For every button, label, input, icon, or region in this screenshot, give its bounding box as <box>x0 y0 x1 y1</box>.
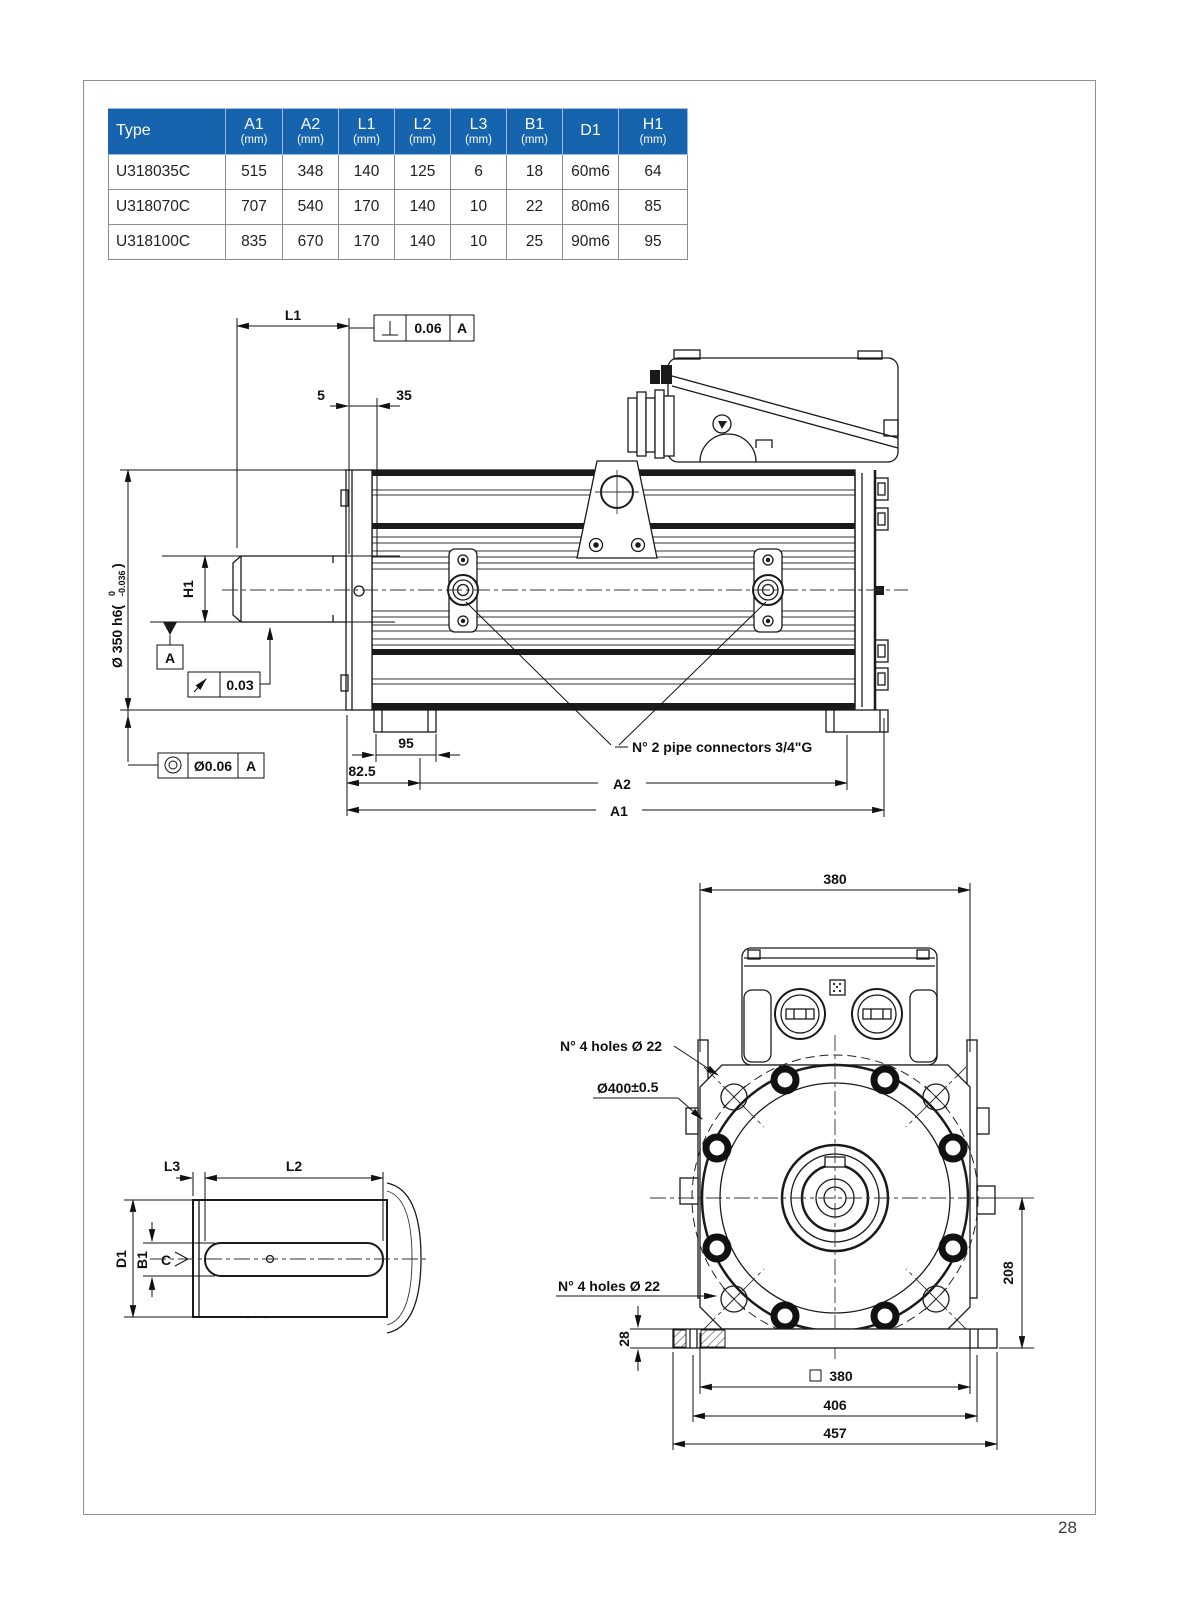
value-cell: 835 <box>226 225 283 260</box>
value-cell: 125 <box>395 155 451 190</box>
value-cell: 90m6 <box>563 225 619 260</box>
concentricity-icon <box>165 757 181 773</box>
base-plate <box>673 1329 997 1348</box>
datum-a <box>157 622 183 669</box>
dim-c <box>161 1252 188 1268</box>
dim-label-l2: L2 <box>285 1158 303 1174</box>
type-cell: U318035C <box>109 155 226 190</box>
value-cell: 140 <box>339 155 395 190</box>
dim-28 <box>616 1306 676 1371</box>
column-header-type: Type <box>109 109 226 155</box>
value-cell: 22 <box>507 190 563 225</box>
terminal-box-front <box>742 948 937 1065</box>
mounting-feet-side <box>374 710 888 732</box>
value-cell: 80m6 <box>563 190 619 225</box>
terminal-box-side <box>628 350 898 462</box>
value-cell: 10 <box>451 225 507 260</box>
conc-tolerance: Ø0.06 <box>193 758 233 774</box>
value-cell: 60m6 <box>563 155 619 190</box>
dim-label-a2: A2 <box>613 776 631 792</box>
value-cell: 140 <box>395 190 451 225</box>
value-cell: 707 <box>226 190 283 225</box>
column-header-unit: (mm) <box>639 133 667 146</box>
perp-tolerance: 0.06 <box>414 320 442 336</box>
value-cell: 170 <box>339 190 395 225</box>
pipe-connector-left <box>448 549 478 632</box>
cable-gland-front-right <box>852 989 902 1039</box>
value-cell: 540 <box>283 190 339 225</box>
column-header-l1: L1 (mm) <box>339 109 395 155</box>
square-symbol-icon <box>810 1370 821 1381</box>
dim-d1 <box>113 1200 196 1317</box>
value-cell: 18 <box>507 155 563 190</box>
dim-label-sq380: 380 <box>829 1368 853 1384</box>
dim-208 <box>982 1198 1034 1348</box>
dia-tol-lower: -0.036 <box>117 570 127 596</box>
dim-label-l3: L3 <box>163 1158 181 1174</box>
value-cell: 25 <box>507 225 563 260</box>
shaft-detail-view <box>113 1158 430 1333</box>
dim-label-28: 28 <box>616 1331 632 1347</box>
value-cell: 6 <box>451 155 507 190</box>
runout-frame <box>188 628 270 697</box>
value-cell: 348 <box>283 155 339 190</box>
value-cell: 64 <box>619 155 688 190</box>
value-cell: 140 <box>395 225 451 260</box>
column-header-unit: (mm) <box>521 133 548 146</box>
side-view <box>107 307 908 819</box>
dim-label-208: 208 <box>1000 1261 1016 1285</box>
value-cell: 95 <box>619 225 688 260</box>
dim-label-d1: D1 <box>113 1250 129 1268</box>
pipe-connector-right <box>753 549 783 632</box>
column-header-l3: L3 (mm) <box>451 109 507 155</box>
column-header-l2: L2 (mm) <box>395 109 451 155</box>
dim-label-l1: L1 <box>284 307 302 323</box>
cable-gland-icon <box>628 365 674 458</box>
type-cell: U318070C <box>109 190 226 225</box>
keyway-detail <box>205 1243 383 1276</box>
runout-tolerance: 0.03 <box>226 677 254 693</box>
note-holes-bottom <box>556 1278 716 1296</box>
value-cell: 170 <box>339 225 395 260</box>
column-header-unit: (mm) <box>465 133 492 146</box>
perpendicularity-icon <box>382 321 398 335</box>
dim-label-457: 457 <box>823 1425 847 1441</box>
column-header-b1: B1 (mm) <box>507 109 563 155</box>
holes-top-label: N° 4 holes Ø 22 <box>560 1038 663 1054</box>
dim-label-380-top: 380 <box>823 871 847 887</box>
type-cell: U318100C <box>109 225 226 260</box>
dim-label-dia350: Ø 350 h6( <box>109 604 125 668</box>
dia-paren-close: ) <box>109 563 125 568</box>
value-cell: 85 <box>619 190 688 225</box>
dim-label-5: 5 <box>317 387 325 403</box>
datum-a-label: A <box>164 650 176 666</box>
dim-406 <box>693 1355 977 1422</box>
dim-label-b1: B1 <box>134 1251 150 1269</box>
column-header-unit: (mm) <box>409 133 436 146</box>
holes-bottom-label: N° 4 holes Ø 22 <box>558 1278 661 1294</box>
cable-gland-front-left <box>775 989 825 1039</box>
concentricity-frame <box>128 753 264 778</box>
shaft-side <box>233 556 346 622</box>
svg-text:Ø400±0.5 <box>597 1079 659 1096</box>
bcd-tolerance: ±0.5 <box>631 1079 659 1095</box>
dim-label-82-5: 82.5 <box>348 763 376 779</box>
perp-datum: A <box>456 320 468 336</box>
dim-95 <box>352 734 460 762</box>
dim-l1 <box>237 307 349 554</box>
value-cell: 670 <box>283 225 339 260</box>
conc-datum: A <box>245 758 257 774</box>
dim-label-c: C <box>160 1252 172 1268</box>
note-holes-top <box>560 1038 718 1075</box>
dim-label-95: 95 <box>398 735 414 751</box>
column-header-d1: D1 <box>563 109 619 155</box>
shaft-body-detail <box>193 1183 421 1333</box>
column-header-a1: A1 (mm) <box>226 109 283 155</box>
column-header-h1: H1 (mm) <box>619 109 688 155</box>
value-cell: 10 <box>451 190 507 225</box>
front-view <box>556 871 1034 1450</box>
page-number: 28 <box>1058 1518 1077 1537</box>
dim-label-406: 406 <box>823 1397 847 1413</box>
dim-label-a1: A1 <box>610 803 628 819</box>
perpendicularity-frame <box>349 315 474 341</box>
dim-label-35: 35 <box>396 387 412 403</box>
column-header-unit: (mm) <box>353 133 380 146</box>
column-header-unit: (mm) <box>240 133 268 146</box>
dim-label-h1: H1 <box>180 580 196 598</box>
runout-icon <box>194 679 206 692</box>
column-header-a2: A2 (mm) <box>283 109 339 155</box>
value-cell: 515 <box>226 155 283 190</box>
bcd-label: Ø400 <box>597 1080 632 1096</box>
pipe-note-label: N° 2 pipe connectors 3/4"G <box>632 739 813 755</box>
column-header-unit: (mm) <box>297 133 324 146</box>
dia-tol-upper: 0 <box>107 590 117 596</box>
